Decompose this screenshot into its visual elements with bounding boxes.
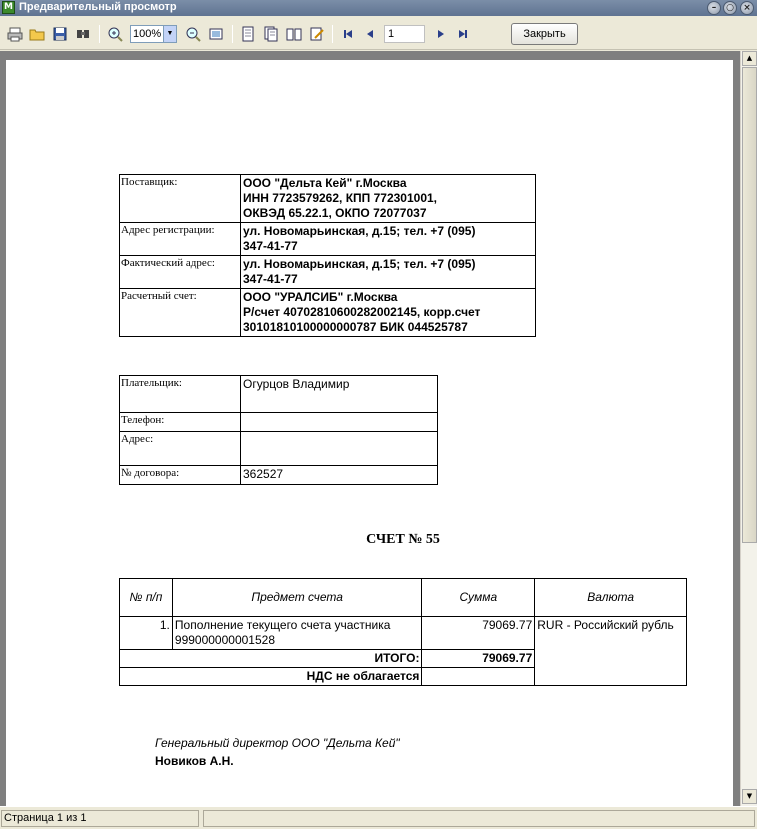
supplier-value-line: ООО "Дельта Кей" г.Москва	[243, 176, 407, 190]
scroll-thumb[interactable]	[742, 67, 757, 543]
page-number-input[interactable]: 1	[384, 25, 425, 43]
supplier-value-line: 347-41-77	[243, 272, 298, 286]
open-icon[interactable]	[28, 25, 46, 43]
window-title: Предварительный просмотр	[19, 1, 177, 13]
first-page-icon[interactable]	[339, 25, 357, 43]
supplier-label: Фактический адрес:	[120, 256, 241, 289]
supplier-value	[241, 175, 536, 223]
signature-name: Новиков А.Н.	[155, 754, 234, 768]
payer-row	[120, 432, 438, 466]
status-bar	[0, 806, 757, 829]
supplier-value	[241, 223, 536, 256]
document-page	[6, 60, 733, 806]
supplier-label: Адрес регистрации:	[120, 223, 241, 256]
print-icon[interactable]	[6, 25, 24, 43]
edit-icon[interactable]	[308, 25, 326, 43]
supplier-value-line: 30101810100000000787 БИК 044525787	[243, 320, 468, 334]
zoom-in-icon[interactable]	[106, 25, 124, 43]
book-icon[interactable]	[285, 25, 303, 43]
payer-value: 362527	[241, 466, 438, 485]
supplier-label: Поставщик:	[120, 175, 241, 223]
payer-row	[120, 466, 438, 485]
vat-label: НДС не облагается	[120, 668, 422, 686]
payer-value: Огурцов Владимир	[241, 376, 438, 413]
supplier-value-line: 347-41-77	[243, 239, 298, 253]
payer-row	[120, 376, 438, 413]
supplier-value-line: ООО "УРАЛСИБ" г.Москва	[243, 290, 398, 304]
item-num: 1.	[120, 617, 173, 650]
zoom-select[interactable]	[130, 25, 177, 43]
supplier-value-line: ул. Новомарьинская, д.15; тел. +7 (095)	[243, 257, 476, 271]
title-bar	[0, 0, 757, 16]
supplier-value-line: ОКВЭД 65.22.1, ОКПО 72077037	[243, 206, 427, 220]
table-row	[120, 617, 687, 650]
items-header-row	[120, 579, 687, 617]
zoom-value: 100%	[133, 28, 162, 40]
app-icon: M	[2, 1, 15, 14]
save-icon[interactable]	[51, 25, 69, 43]
invoice-title: СЧЕТ № 55	[366, 532, 440, 547]
signature-role: Генеральный директор ООО "Дельта Кей"	[155, 736, 400, 750]
next-page-icon[interactable]	[432, 25, 450, 43]
header-num: № п/п	[120, 579, 173, 617]
supplier-value-line: ул. Новомарьинская, д.15; тел. +7 (095)	[243, 224, 476, 238]
total-amount: 79069.77	[422, 650, 535, 668]
supplier-row	[120, 289, 536, 337]
preview-area[interactable]	[0, 51, 740, 806]
payer-label: Адрес:	[120, 432, 241, 466]
supplier-label: Расчетный счет:	[120, 289, 241, 337]
fit-page-icon[interactable]	[207, 25, 225, 43]
supplier-table	[119, 174, 536, 337]
zoom-out-icon[interactable]	[184, 25, 202, 43]
total-label: ИТОГО:	[120, 650, 422, 668]
payer-label: № договора:	[120, 466, 241, 485]
item-currency: RUR - Российский рубль	[535, 617, 687, 686]
last-page-icon[interactable]	[454, 25, 472, 43]
payer-label: Телефон:	[120, 413, 241, 432]
toolbar	[0, 17, 757, 50]
find-icon[interactable]	[74, 25, 92, 43]
item-subject: Пополнение текущего счета участника 999000000001528	[172, 617, 422, 650]
chevron-down-icon[interactable]: ▼	[163, 26, 176, 42]
close-window-icon[interactable]: ×	[740, 1, 754, 15]
supplier-row	[120, 223, 536, 256]
multi-page-icon[interactable]	[262, 25, 280, 43]
maximize-icon[interactable]: ○	[723, 1, 737, 15]
supplier-row	[120, 175, 536, 223]
supplier-value-line: ИНН 7723579262, КПП 772301001,	[243, 191, 438, 205]
close-button[interactable]: Закрыть	[511, 23, 578, 45]
vertical-scrollbar[interactable]	[740, 51, 757, 806]
header-subject: Предмет счета	[172, 579, 422, 617]
vat-amount	[422, 668, 535, 686]
scroll-down-icon[interactable]: ▼	[742, 789, 757, 804]
supplier-value-line: Р/счет 40702810600282002145, корр.счет	[243, 305, 481, 319]
header-amount: Сумма	[422, 579, 535, 617]
header-currency: Валюта	[535, 579, 687, 617]
minimize-icon[interactable]: –	[707, 1, 721, 15]
items-table	[119, 578, 687, 686]
page-info: Страница 1 из 1	[1, 810, 199, 827]
payer-table	[119, 375, 438, 485]
single-page-icon[interactable]	[239, 25, 257, 43]
payer-value	[241, 413, 438, 432]
prev-page-icon[interactable]	[361, 25, 379, 43]
supplier-value	[241, 256, 536, 289]
payer-label: Плательщик:	[120, 376, 241, 413]
scroll-up-icon[interactable]: ▲	[742, 51, 757, 66]
payer-value	[241, 432, 438, 466]
supplier-value	[241, 289, 536, 337]
supplier-row	[120, 256, 536, 289]
item-amount: 79069.77	[422, 617, 535, 650]
status-cell	[203, 810, 755, 827]
payer-row	[120, 413, 438, 432]
